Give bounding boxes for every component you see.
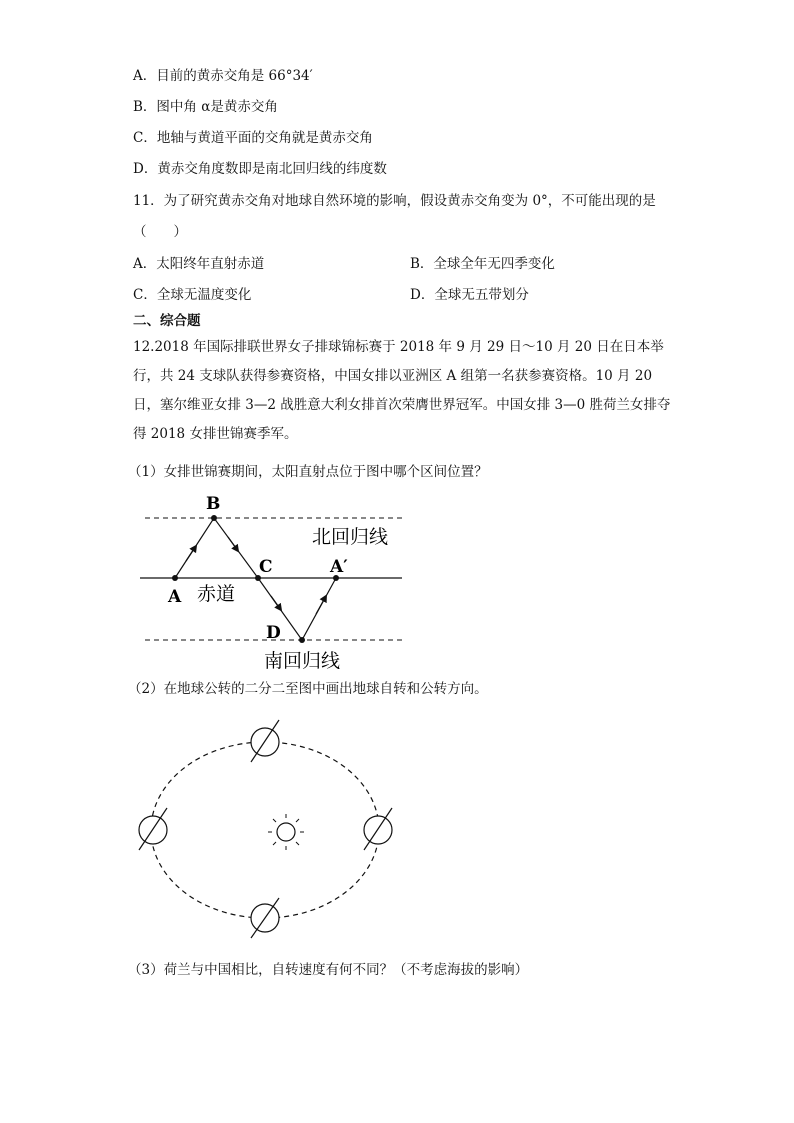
q10-option-a: A．目前的黄赤交角是 66°34′ <box>133 68 313 84</box>
q11-option-b: B．全球全年无四季变化 <box>410 256 555 272</box>
q12-sub1: （1）女排世锦赛期间，太阳直射点位于图中哪个区间位置？ <box>128 464 488 480</box>
earth-icon-top <box>251 720 279 762</box>
arrow-c-d <box>271 596 281 610</box>
arrow-a-b <box>186 546 196 561</box>
q11-options-row-1 <box>133 254 693 274</box>
earth-orbit-diagram <box>130 710 410 945</box>
q12-paragraph: 12.2018 年国际排联世界女子排球锦标赛于 2018 年 9 月 29 日～10 月 20 日在日本举行，共 24 支球队获得参赛资格，中国女排以亚洲区 A 组第一名获参赛资格。10 月 20 日，塞尔维亚女排 3—2 战胜意大利女排首次荣膺世界冠军。中国女排 3—0 胜荷兰女排夺得 2018 女排世锦赛季军。 <box>133 339 671 442</box>
q11-option-d: D．全球无五带划分 <box>410 287 529 303</box>
q10-option-d: D．黄赤交角度数即是南北回归线的纬度数 <box>133 161 387 177</box>
label-d: D <box>266 623 281 643</box>
q12-sub3: （3）荷兰与中国相比，自转速度有何不同？（不考虑海拔的影响） <box>128 962 529 978</box>
q12-sub2: （2）在地球公转的二分二至图中画出地球自转和公转方向。 <box>128 681 488 697</box>
q11-answer-bracket: （ ） <box>133 224 187 240</box>
point-a <box>172 575 178 581</box>
point-b <box>211 515 217 521</box>
q11-options-row-2 <box>133 285 693 305</box>
q11-stem: 11．为了研究黄赤交角对地球自然环境的影响，假设黄赤交角变为 0°，不可能出现的是 <box>133 193 656 209</box>
section-title: 二、综合题 <box>133 313 201 329</box>
earth-icon-bottom <box>251 898 279 938</box>
q10-option-b: B．图中角 α是黄赤交角 <box>133 99 278 115</box>
label-tropic-north: 北回归线 <box>312 526 389 548</box>
label-equator: 赤道 <box>197 583 236 605</box>
q11-option-a: A．太阳终年直射赤道 <box>133 256 265 272</box>
label-tropic-south: 南回归线 <box>264 650 341 672</box>
q11-option-c: C．全球无温度变化 <box>133 287 252 303</box>
q10-option-c: C．地轴与黄道平面的交角就是黄赤交角 <box>133 130 373 146</box>
earth-icon-right <box>364 808 392 850</box>
sun-icon <box>268 814 304 850</box>
point-d <box>299 637 305 643</box>
arrow-d-a-prime <box>316 596 326 614</box>
arrow-b-c <box>228 537 238 551</box>
label-a: A <box>168 587 182 607</box>
sun-direct-point-diagram <box>130 490 430 675</box>
label-b: B <box>206 494 221 514</box>
label-a-prime: A′ <box>330 557 348 577</box>
orbit-ellipse <box>151 742 379 918</box>
label-c: C <box>259 557 273 577</box>
